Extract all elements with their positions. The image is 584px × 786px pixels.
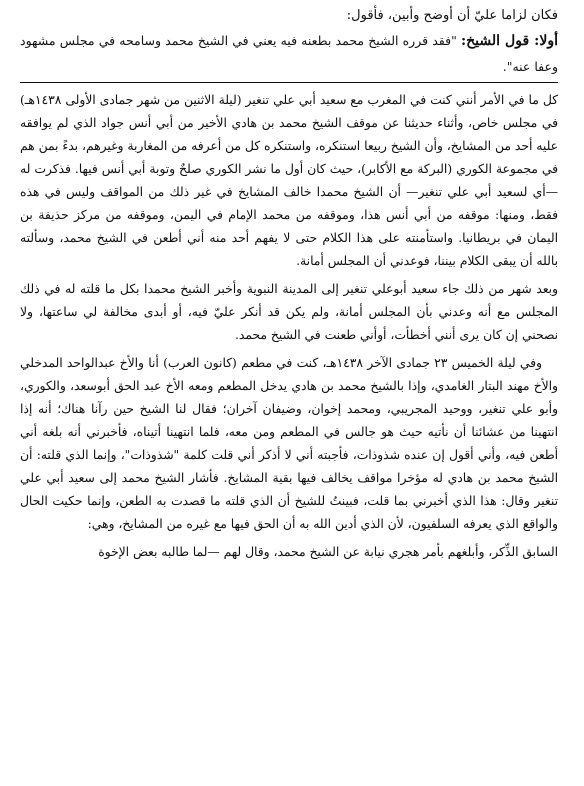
paragraph-continuation: السابق الذِّكر، وأبلغهم بأمر هجري نيابة عن الشيخ محمد، وقال لهم —لما طالبه بعض الإخوة xyxy=(98,545,558,559)
paragraph-1: كل ما في الأمر أنني كنت في المغرب مع سعيد أبي علي تنغير (ليلة الاثنين من شهر جمادى الأولى ١٤٣٨هـ) في مجلس خاص، وأثناء حديثنا عن موقف الشيخ محمد بن هادي الأخير من أبي أنس جواد الذي لم يوافقه عليه أحد من المشايخ، وأن الشيخ ربيعا استنكره، واستنكره كل من أعرفه من المغاربة وغيرهم، بدءً بمن هم في مجموعة الكوري (البركة مع الأكابر)، حيث كان أول ما نشر الكوري صلحٌ وتوبة أبي أنس فيها. فذكرت له —أي لسعيد أبي علي تنغير— أن الشيخ محمدا خالف المشايخ في غير ذلك من المواقف وليس في هذه فقط، ومنها: موقفه من أبي أنس هذا، وموقفه من محمد الإمام في اليمن، وموقفه من مركز حذيفة بن اليمان في بريطانيا. واستأمنته على هذا الكلام حتى لا يفهم أحد منه أني أطعن في الشيخ محمد، وسألته بالله أن يبقى الكلام بيننا، فوعدني أن المجلس أمانة. xyxy=(20,93,559,268)
paragraph-2: وبعد شهر من ذلك جاء سعيد أبوعلي تنغير إلى المدينة النبوية وأخبر الشيخ محمدا بكل ما قلته له في ذلك المجلس مع أنه وعدني بأن المجلس أمانة، ولم يكن قد أنكر عليّ فيه، أو أبدى مخالفة لي ساعتها، ولا نصحني إن كان يرى أنني أخطأت، أوأني طعنت في الشيخ محمد. xyxy=(20,282,558,342)
section-one xyxy=(20,28,558,83)
section-heading: أولا: قول الشيخ: xyxy=(460,33,558,49)
paragraph-3: وفي ليلة الخميس ٢٣ جمادى الآخر ١٤٣٨هـ، كنت في مطعم (كانون العرب) أنا والأخ عبدالواحد المدخلي والأخ مهند البتار الغامدي، وإذا بالشيخ محمد بن هادي يدخل المطعم ومعه الأخ عبد الحق أبوسعد، والكوري، وأبو علي تنغير، ووحيد المجريبي، ومحمد إخوان، وضيفان آخران؛ فقال لنا الشيخ حين رآنا هناك؛ أنه إذا انتهينا من عشائنا أن نأتيه حيث هو جالس في المطعم ومن معه، فلما انتهينا أتيناه، فأخبرني أنه بلغه أني أطعن فيه، وأني أقول إن عنده شذوذات، فأجبته أني لا أذكر أني قلت كلمة "شذوذات"، وإنما الذي قلته: أن الشيخ محمد بن هادي له مؤخرا مواقف يخالف فيها بقية المشايخ. فأشار الشيخ محمد إلى سعيد أبي علي تنغير وقال: هذا الذي أخبرني بما قلت، فبينتُ للشيخ أن الذي قلته ما قصدت به الطعن، وإنما حكيت الحال والواقع الذي يعرفه السلفيون، لأن الذي أدين الله به أن الحق فيها مع غيره من المشايخ، وهي: xyxy=(20,356,558,531)
section-quote: "فقد قرره الشيخ محمد بطعنه فيه يعني في الشيخ محمد وسامحه في مجلس مشهود وعفا عنه". xyxy=(20,33,558,74)
intro-line: فكان لزاما عليّ أن أوضح وأبين، فأقول: xyxy=(346,8,558,23)
